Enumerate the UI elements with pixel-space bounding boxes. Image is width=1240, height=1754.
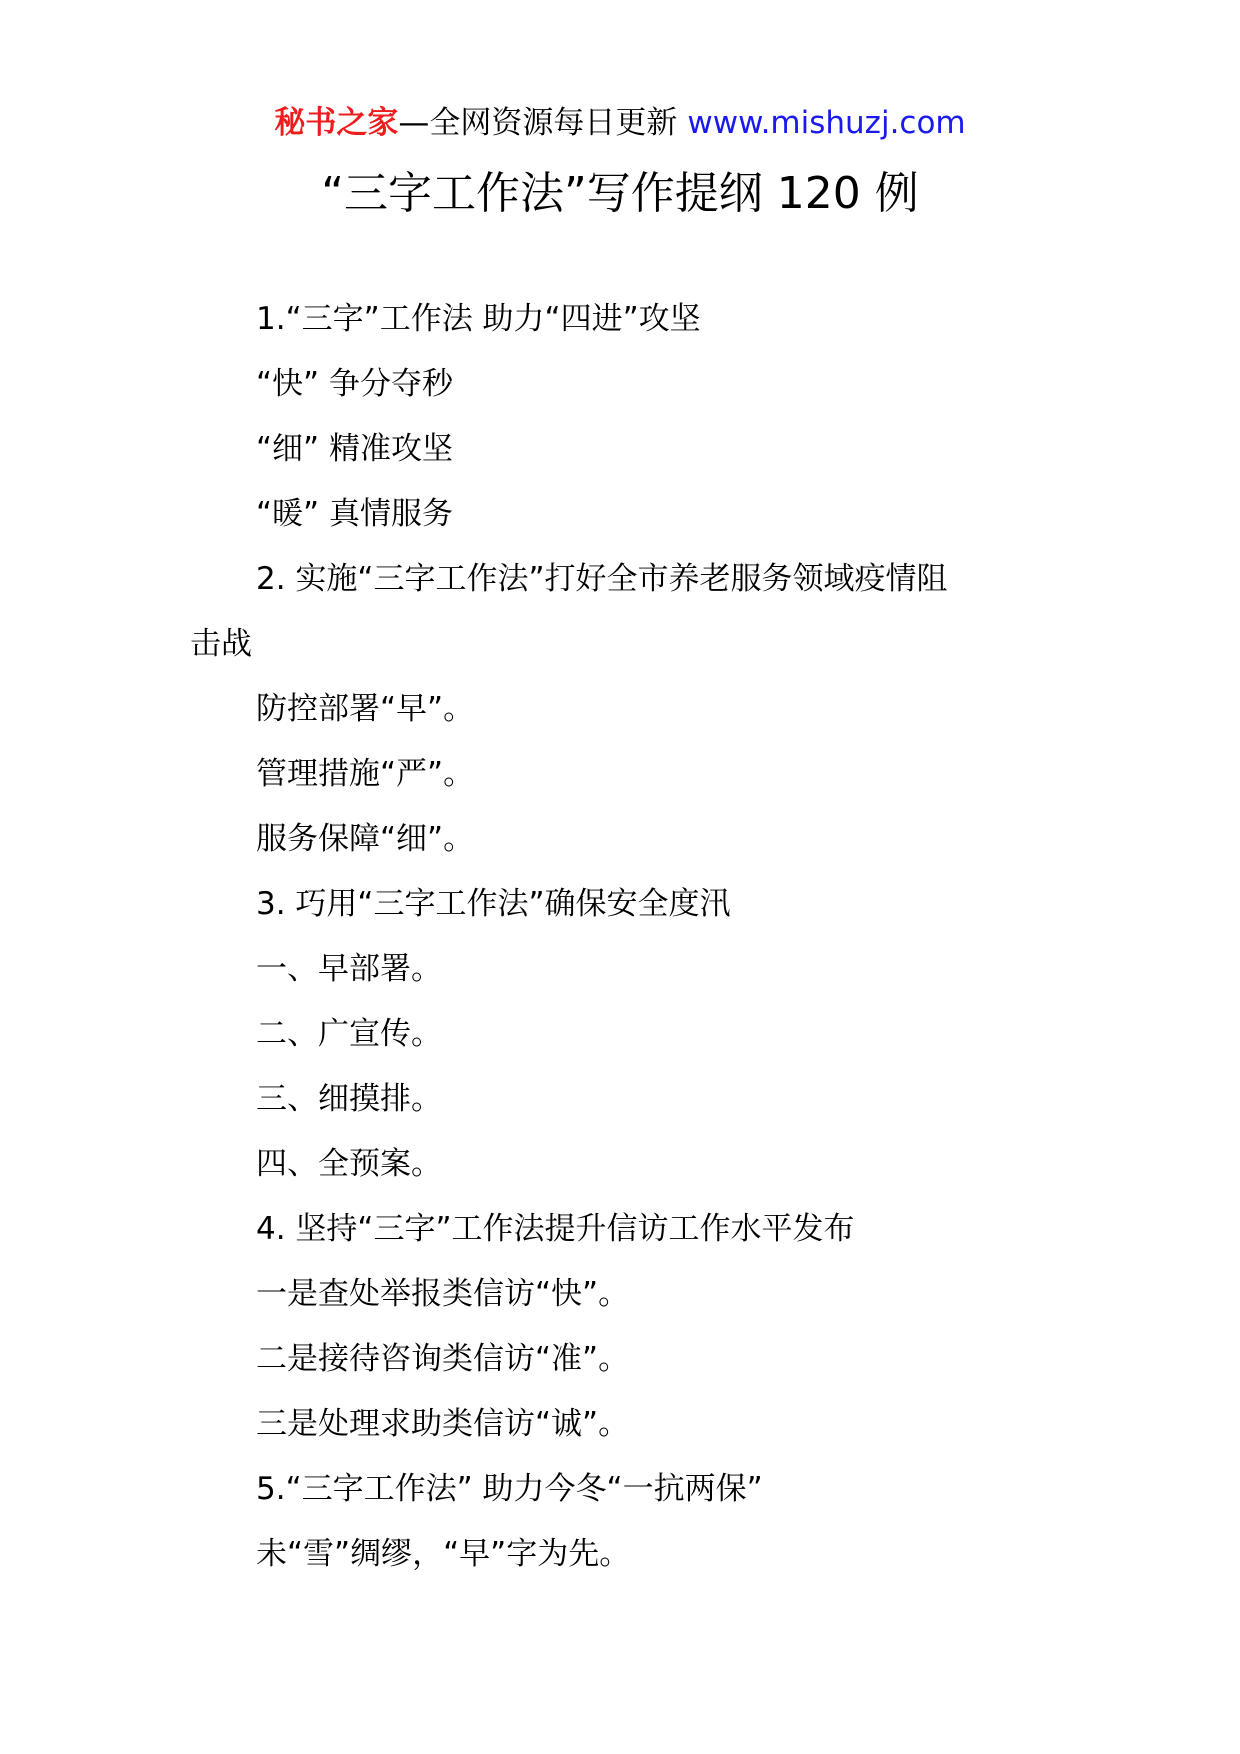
outline-point: 二是接待咨询类信访“准”。 [256, 1341, 630, 1377]
outline-point: 一是查处举报类信访“快”。 [256, 1276, 630, 1312]
outline-point: 防控部署“早”。 [256, 691, 475, 727]
outline-point: 一、早部署。 [256, 951, 442, 987]
site-tagline: —全网资源每日更新 [398, 105, 678, 141]
outline-point: 二、广宣传。 [256, 1016, 442, 1052]
outline-point: 未“雪”绸缪，“早”字为先。 [256, 1536, 631, 1572]
outline-heading-1: 1.“三字”工作法 助力“四进”攻坚 [256, 301, 701, 337]
outline-point: “暖” 真情服务 [256, 496, 453, 532]
outline-point: “细” 精准攻坚 [256, 431, 453, 467]
outline-heading-5: 5.“三字工作法” 助力今冬“一抗两保” [256, 1471, 763, 1507]
outline-heading-3: 3. 巧用“三字工作法”确保安全度汛 [256, 886, 731, 922]
outline-heading-4: 4. 坚持“三字”工作法提升信访工作水平发布 [256, 1211, 855, 1247]
outline-point: 服务保障“细”。 [256, 821, 475, 857]
outline-point: 管理措施“严”。 [256, 756, 475, 792]
outline-point: 三是处理求助类信访“诚”。 [256, 1406, 630, 1442]
site-brand: 秘书之家 [274, 105, 399, 141]
outline-heading-2: 2. 实施“三字工作法”打好全市养老服务领域疫情阻 [256, 561, 948, 597]
document-body [190, 287, 1060, 1587]
site-url-link[interactable]: www.mishuzj.com [687, 105, 966, 141]
outline-point: “快” 争分夺秒 [256, 366, 453, 402]
outline-heading-2-continued: 击战 [190, 626, 252, 662]
outline-point: 三、细摸排。 [256, 1081, 442, 1117]
document-title: “三字工作法”写作提纲 120 例 [321, 168, 919, 219]
site-header [0, 101, 1240, 145]
outline-point: 四、全预案。 [256, 1146, 442, 1182]
